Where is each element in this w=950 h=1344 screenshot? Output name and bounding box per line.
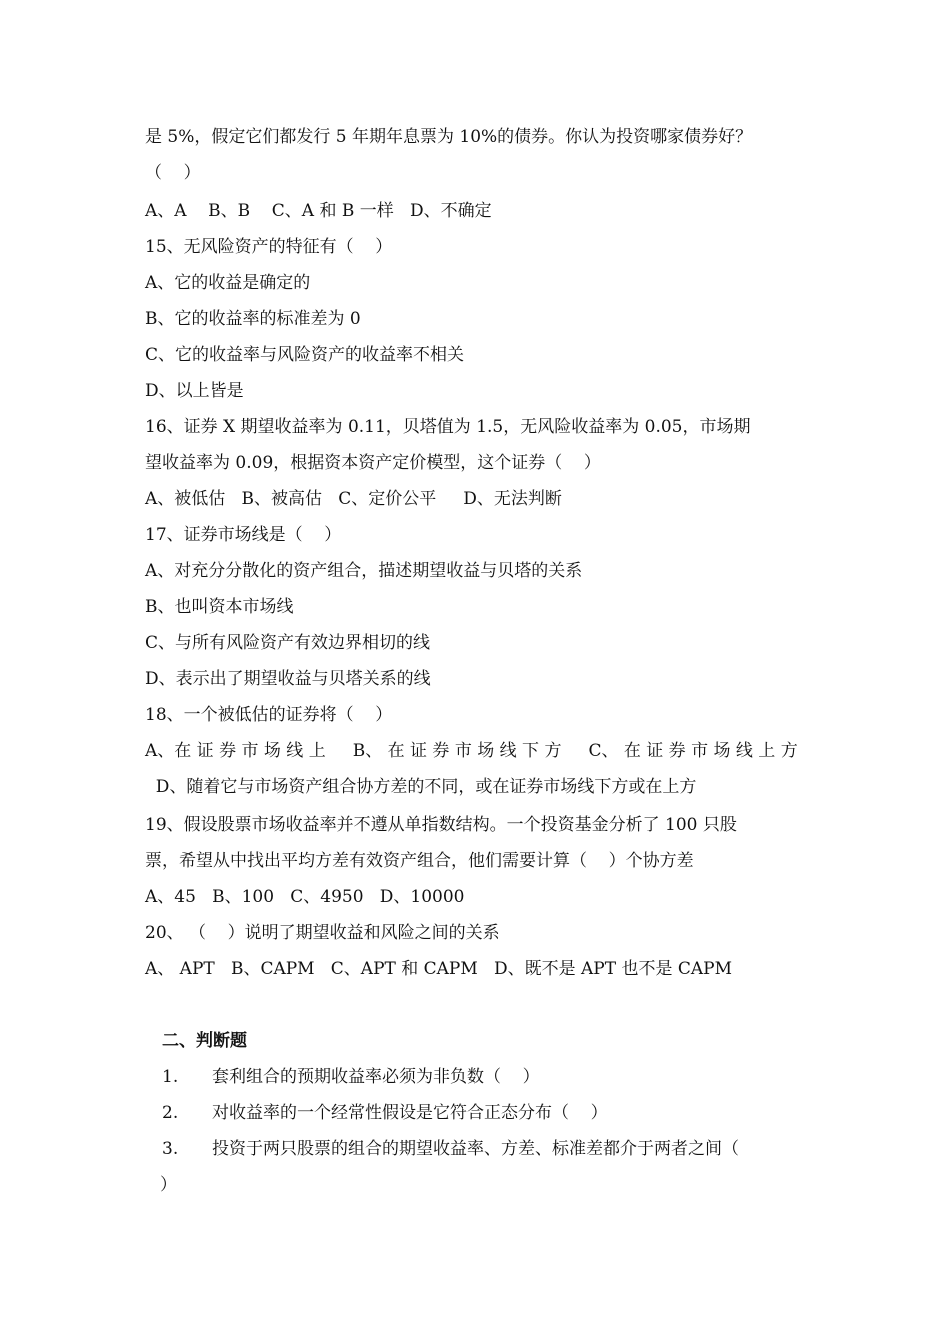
judgment-text: 套利组合的预期收益率必须为非负数（ ） <box>212 1067 540 1087</box>
option-line: C、它的收益率与风险资产的收益率不相关 <box>145 345 465 365</box>
question-17: 17、证券市场线是（ ） <box>145 525 342 545</box>
question-20: 20、 （ ）说明了期望收益和风险之间的关系 <box>145 923 500 943</box>
option-line: D、以上皆是 <box>145 381 244 401</box>
text-line: 望收益率为 0.09，根据资本资产定价模型，这个证券（ ） <box>145 453 601 473</box>
option-line: A、45 B、100 C、4950 D、10000 <box>145 887 465 907</box>
option-line: B、也叫资本市场线 <box>145 597 294 617</box>
question-19: 19、假设股票市场收益率并不遵从单指数结构。一个投资基金分析了 100 只股 <box>145 815 737 835</box>
text-line: A、A B、B C、A 和 B 一样 D、不确定 <box>145 201 492 221</box>
option-line: A、在 证 券 市 场 线 上 B、 在 证 券 市 场 线 下 方 C、 在 证 券 市 场 线 上 方 <box>145 741 798 761</box>
text-line: （ ） <box>145 163 201 183</box>
text-line: 票，希望从中找出平均方差有效资产组合，他们需要计算（ ）个协方差 <box>145 851 694 871</box>
judgment-number: 2. <box>162 1103 179 1123</box>
option-line: A、对充分分散化的资产组合，描述期望收益与贝塔的关系 <box>145 561 583 581</box>
option-line: A、它的收益是确定的 <box>145 273 311 293</box>
option-line: B、它的收益率的标准差为 0 <box>145 309 361 329</box>
option-line: D、表示出了期望收益与贝塔关系的线 <box>145 669 431 689</box>
judgment-number: 3. <box>162 1139 179 1159</box>
judgment-text: 投资于两只股票的组合的期望收益率、方差、标准差都介于两者之间（ <box>212 1139 739 1159</box>
text-line: 是 5%，假定它们都发行 5 年期年息票为 10%的债券。你认为投资哪家债券好？ <box>145 127 753 147</box>
option-line: C、与所有风险资产有效边界相切的线 <box>145 633 431 653</box>
judgment-number: 1. <box>162 1067 179 1087</box>
question-18: 18、一个被低估的证券将（ ） <box>145 705 393 725</box>
option-line: D、随着它与市场资产组合协方差的不同，或在证券市场线下方或在上方 <box>145 777 697 797</box>
judgment-text: 对收益率的一个经常性假设是它符合正态分布（ ） <box>212 1103 608 1123</box>
option-line: A、被低估 B、被高估 C、定价公平 D、无法判断 <box>145 489 562 509</box>
question-16: 16、证券 X 期望收益率为 0.11，贝塔值为 1.5，无风险收益率为 0.05，市场期 <box>145 417 751 437</box>
option-line: A、 APT B、CAPM C、APT 和 CAPM D、既不是 APT 也不是 CAPM <box>145 959 733 979</box>
question-15: 15、无风险资产的特征有（ ） <box>145 237 393 257</box>
section-title: 二、判断题 <box>162 1031 247 1051</box>
judgment-continuation: ） <box>160 1175 177 1195</box>
